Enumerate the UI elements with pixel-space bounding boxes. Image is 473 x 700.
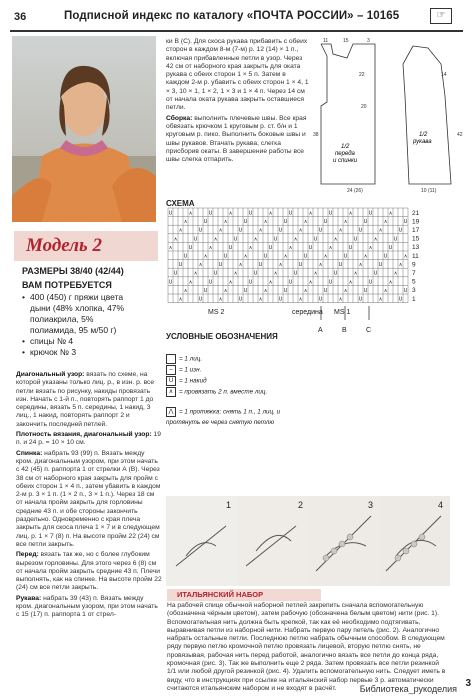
- paragraph: Рукава: набрать 39 (43) п. Вязать между кром. диагональным узором, при этом начать с 15 (17) п. раппорта 1 от стрел-: [16, 594, 158, 619]
- chart-symbol: ∧: [233, 270, 238, 277]
- chart-symbol: ∧: [388, 210, 393, 217]
- chart-symbol: ∧: [403, 253, 408, 260]
- chart-symbol: U: [188, 244, 193, 251]
- chart-symbol: ∧: [273, 270, 278, 277]
- chart-symbol: U: [378, 262, 383, 269]
- chart-symbol: U: [243, 287, 248, 294]
- chart-symbol: ∧: [303, 219, 308, 226]
- instructions-left: [16, 371, 162, 620]
- row-number: 13: [412, 244, 420, 252]
- chart-symbol: U: [203, 287, 208, 294]
- chart-symbol: U: [208, 210, 213, 217]
- chart-symbol: U: [398, 296, 403, 303]
- chart-symbol: ∧: [333, 236, 338, 243]
- chart-symbol: ∧: [173, 236, 178, 243]
- chart-symbol: U: [293, 270, 298, 277]
- chart-symbol: U: [373, 270, 378, 277]
- chart-symbol: ∧: [378, 227, 383, 234]
- body-label: 1/2 переда и спинки: [333, 144, 358, 164]
- chart-symbol: U: [208, 279, 213, 286]
- chart-symbol: ∧: [263, 219, 268, 226]
- chart-symbol: U: [218, 262, 223, 269]
- pointing-hand-icon: ☞: [430, 8, 452, 24]
- chart-symbol: ∧: [168, 244, 173, 251]
- chart-symbol: ∧: [298, 227, 303, 234]
- chart-symbol: U: [283, 287, 288, 294]
- header-rule: [10, 30, 463, 32]
- svg-text:22: 22: [359, 72, 365, 78]
- paragraph: Спинка: набрать 93 (99) п. Вязать между кром. диагональным узором, при этом начать с 42 (45) п. раппорта 1 от стрелки А (В). Через 38 см от наборного края закрыть для пройм с обеих сторон 1 × 4 п., затем убавить в каждом 2-м р. 3 × 1 п. (1 × 2 п., 3 × 1 п.). Через 18 см от начала пройм закрыть для горловины средние 43 п. и обе стороны закончить раздельно. Одновременно с края плеча закрыть для скоса плеча 1 × 7 и в следующем лиц. р. 1 × 7 (8) п. На высоте пройм 22 (24) см все петли закрыть.: [16, 449, 161, 548]
- chart-symbol: ∧: [388, 279, 393, 286]
- italian-text: На рабочей спице обычной наборной петлей закрепить сначала вспомогательную (обозначена чёрным цветом), затем рабочую (обозначена белым цветом) нити (рис. 1). Вспомогательная нить должна быть крепкой, так как её необходимо подтягивать, выравнивая петли из наборной нити. Набрать первую пару петель (рис. 2). Аналогично набрать остальные петли. Последнюю петлю набрать обычным способом. В следующем ряду первую петлю кромочной петлю провязать лицевой, вторую петлю снять, не провязывая, рабочая нить перед работой, аналогично вязать все петли до конца ряда, кромочная (рис. 3). Так же выполнить еще 2 ряда. Затем провязать все петли резинкой 1/1 или любой другой резинкой (рис. 4). Удалить вспомогательную нить. Следует иметь в виду, что в инструкциях при ссылке на итальянский набор первые 3 р. автоматически считаются итальянским набором и не входят в расчёт.: [167, 602, 446, 692]
- step-label: 3: [368, 500, 374, 510]
- materials-heading: ВАМ ПОТРЕБУЕТСЯ: [22, 280, 112, 290]
- chart-symbol: ∧: [393, 270, 398, 277]
- arrow-b: B: [342, 327, 347, 334]
- chart-symbol: U: [283, 219, 288, 226]
- chart-symbol: U: [278, 227, 283, 234]
- chart-symbol: ∧: [313, 270, 318, 277]
- legend-item: ∧ = провязать 2 п. вместе лиц.: [166, 387, 286, 407]
- chart-symbol: U: [183, 253, 188, 260]
- sleeve-piece-outline: [403, 46, 451, 184]
- row-number: 5: [412, 278, 416, 286]
- chart-symbol: ∧: [258, 227, 263, 234]
- svg-text:38: 38: [313, 132, 319, 138]
- chart-symbol: ∧: [293, 236, 298, 243]
- paragraph: Диагональный узор: вязать по схеме, на которой указаны только лиц. р., в изн. р. все петли вязать по рисунку, накиды провязать изн. Начать с 1-й п., повторять раппорт 1 до середины, вязать 5 п. середины, 1 накид, 3 лиц., 1 накид, повторять раппорт 2 и закончить последней петлей.: [16, 371, 155, 428]
- chart-symbol: U: [223, 253, 228, 260]
- chart-symbol: U: [348, 244, 353, 251]
- chart-symbol: U: [268, 244, 273, 251]
- chart-symbol: U: [368, 210, 373, 217]
- chart-symbol: U: [248, 210, 253, 217]
- model-photo: [12, 36, 156, 222]
- chart-symbol: ∧: [198, 262, 203, 269]
- legend-item: = 1 лиц.: [166, 354, 286, 365]
- svg-text:42: 42: [457, 132, 463, 138]
- chart-symbol: U: [213, 270, 218, 277]
- chart-symbol: ∧: [178, 296, 183, 303]
- chart-symbol: ∧: [208, 244, 213, 251]
- chart-symbol: U: [243, 219, 248, 226]
- chart-symbol: U: [353, 236, 358, 243]
- center-label: середина: [292, 309, 323, 316]
- chart-symbol: U: [358, 296, 363, 303]
- paragraph: ки В (С). Для скоса рукава прибавить с обеих сторон в каждом 8-м (7-м) р. 12 (14) × 1 п., включая прибавленные петли в узор. Через 42 см от наборного края закрыть для оката рукава с обеих сторон 1 × 5 п. Затем в каждом 2-м р. убавить с обеих сторон 1 × 4, 1 × 3, 10 × 1, 1 × 2, 1 × 3 и 1 × 4 п. Через 14 см от начала оката рукава закрыть оставшиеся петли.: [166, 38, 309, 112]
- chart-symbol: ∧: [368, 244, 373, 251]
- arrow-c: C: [366, 327, 372, 334]
- chart-symbol: U: [388, 244, 393, 251]
- row-number: 21: [412, 209, 420, 217]
- chart-symbol: U: [178, 262, 183, 269]
- chart-symbol: ∧: [353, 270, 358, 277]
- legend-item: U = 1 накид: [166, 376, 286, 387]
- pattern-diagram: [313, 36, 463, 196]
- row-number: 7: [412, 270, 416, 277]
- chart-symbol: U: [343, 253, 348, 260]
- watermark: Библиотека_рукоделия: [359, 684, 457, 694]
- chart-symbol: U: [368, 279, 373, 286]
- material-item: • спицы № 4: [22, 336, 142, 347]
- chart-symbol: U: [363, 287, 368, 294]
- step-label: 1: [226, 500, 232, 510]
- chart-symbol: ∧: [323, 253, 328, 260]
- page-corner-number: 3: [465, 678, 471, 689]
- svg-text:3: 3: [367, 38, 370, 44]
- chart-symbol: U: [198, 227, 203, 234]
- chart-symbol: ∧: [338, 227, 343, 234]
- chart-symbol: U: [318, 227, 323, 234]
- chart-symbol: ∧: [228, 279, 233, 286]
- chart-symbol: U: [313, 236, 318, 243]
- chart-symbol: ∧: [308, 210, 313, 217]
- legend-item: ⋀ = 1 протяжка: снять 1 п., 1 лиц. и протянуть ее через снятую петлю: [166, 408, 281, 426]
- row-number: 3: [412, 287, 416, 295]
- chart-symbol: U: [228, 244, 233, 251]
- chart-symbol: ∧: [378, 296, 383, 303]
- chart-symbol: U: [278, 296, 283, 303]
- chart-symbol: U: [403, 287, 408, 294]
- chart-symbol: ∧: [218, 296, 223, 303]
- row-number: 15: [412, 235, 420, 243]
- svg-text:20: 20: [361, 104, 367, 110]
- chart-symbol: ∧: [183, 287, 188, 294]
- step-label: 2: [298, 500, 304, 510]
- row-number: 19: [412, 218, 420, 226]
- paragraph: Плотность вязания, диагональный узор: 19 п. и 24 р. = 10 × 10 см.: [16, 431, 161, 447]
- chart-symbol: U: [168, 210, 173, 217]
- paragraph: Сборка: выполнить плечевые швы. Все края обвязать крючком 1 круговым р. ст. б/н и 1 круговым р. пико. Выполнить боковые швы и швы рукавов. Втачать рукава, слегка присборив окаты. В завершение работы все швы слегка отпарить.: [166, 114, 307, 164]
- instructions-middle: [166, 38, 310, 164]
- sleeve-label: 1/2 рукава: [413, 132, 432, 145]
- chart-symbol: U: [393, 236, 398, 243]
- svg-text:15: 15: [343, 38, 349, 44]
- chart-symbol: ∧: [248, 244, 253, 251]
- chart-symbol: ∧: [328, 244, 333, 251]
- chart-symbol: U: [258, 262, 263, 269]
- chart-symbol: U: [203, 219, 208, 226]
- chart-symbol: U: [308, 244, 313, 251]
- chart-symbol: U: [338, 262, 343, 269]
- chart-symbol: U: [323, 219, 328, 226]
- chart-symbol: ∧: [253, 236, 258, 243]
- chart-symbol: ∧: [243, 253, 248, 260]
- legend-title: УСЛОВНЫЕ ОБОЗНАЧЕНИЯ: [166, 332, 278, 341]
- chart-symbol: ∧: [223, 219, 228, 226]
- chart-symbol: U: [248, 279, 253, 286]
- chart-symbol: U: [303, 253, 308, 260]
- chart-symbol: ∧: [268, 210, 273, 217]
- chart-symbol: ∧: [263, 287, 268, 294]
- chart-symbol: ∧: [188, 210, 193, 217]
- chart-symbol: U: [383, 253, 388, 260]
- chart-symbol: ∧: [288, 244, 293, 251]
- row-number: 11: [412, 252, 419, 260]
- chart-symbol: ∧: [383, 219, 388, 226]
- page-header: [0, 0, 473, 32]
- chart-symbol: ∧: [178, 227, 183, 234]
- sizes: РАЗМЕРЫ 38/40 (42/44): [22, 266, 124, 276]
- chart-symbol: ∧: [258, 296, 263, 303]
- chart-symbol: U: [263, 253, 268, 260]
- chart-symbol: U: [328, 279, 333, 286]
- step-label: 4: [438, 500, 444, 510]
- chart-symbol: ∧: [363, 253, 368, 260]
- chart-symbol: ∧: [303, 287, 308, 294]
- chart-symbol: ∧: [283, 253, 288, 260]
- material-item: • 400 (450) г пряжи цвета дыни (48% хлопка, 47% полиакрила, 5% полиамида, 95 м/50 г): [22, 292, 142, 336]
- ms1-label: MS 1: [334, 309, 351, 316]
- chart-symbol: U: [173, 270, 178, 277]
- svg-text:10 (11): 10 (11): [421, 188, 437, 194]
- arrow-a: A: [318, 327, 323, 334]
- chart-symbol: ∧: [268, 279, 273, 286]
- chart-symbol: U: [288, 279, 293, 286]
- chart-symbol: U: [298, 262, 303, 269]
- chart-symbol: ∧: [343, 219, 348, 226]
- paragraph: Перед: вязать так же, но с более глубоким вырезом горловины. Для этого через 6 (8) см от начала пройм закрыть средние 43 п. Плечи выполнять, как на спинке. На высоте пройм 22 (24) см все петли закрыть.: [16, 551, 162, 592]
- row-number: 17: [412, 227, 420, 234]
- ms2-label: MS 2: [208, 309, 225, 316]
- page-number: 36: [14, 11, 27, 23]
- legend: [166, 354, 286, 437]
- svg-text:11: 11: [323, 38, 329, 44]
- chart-symbol: ∧: [188, 279, 193, 286]
- chart-symbol: U: [233, 236, 238, 243]
- chart-symbol: U: [363, 219, 368, 226]
- chart-symbol: ∧: [308, 279, 313, 286]
- chart-symbol: U: [193, 236, 198, 243]
- chart-symbol: U: [323, 287, 328, 294]
- chart-symbol: ∧: [203, 253, 208, 260]
- chart-symbol: U: [403, 219, 408, 226]
- model-title: Модель 2: [26, 235, 102, 256]
- italian-cast-on-photos: [166, 496, 450, 586]
- chart-symbol: ∧: [338, 296, 343, 303]
- chart-symbol: ∧: [348, 210, 353, 217]
- knitting-chart: [166, 206, 456, 334]
- chart-symbol: ∧: [373, 236, 378, 243]
- materials-list: [22, 292, 142, 358]
- material-item: • крючок № 3: [22, 347, 142, 358]
- chart-symbol: U: [328, 210, 333, 217]
- chart-symbol: ∧: [398, 262, 403, 269]
- chart-symbol: U: [238, 227, 243, 234]
- chart-symbol: ∧: [343, 287, 348, 294]
- chart-symbol: ∧: [193, 270, 198, 277]
- chart-symbol: U: [318, 296, 323, 303]
- chart-symbol: ∧: [183, 219, 188, 226]
- chart-symbol: ∧: [228, 210, 233, 217]
- chart-symbol: U: [358, 227, 363, 234]
- chart-symbol: ∧: [348, 279, 353, 286]
- chart-symbol: U: [288, 210, 293, 217]
- chart-symbol: ∧: [238, 262, 243, 269]
- model-title-box: [14, 231, 158, 261]
- chart-symbol: U: [333, 270, 338, 277]
- italian-title: ИТАЛЬЯНСКИЙ НАБОР: [167, 589, 321, 601]
- chart-symbol: ∧: [213, 236, 218, 243]
- chart-symbol: U: [198, 296, 203, 303]
- chart-symbol: U: [253, 270, 258, 277]
- chart-symbol: ∧: [298, 296, 303, 303]
- chart-symbol: ∧: [218, 227, 223, 234]
- scheme-title: СХЕМА: [166, 199, 195, 208]
- chart-symbol: ∧: [358, 262, 363, 269]
- row-number: 9: [412, 261, 416, 269]
- chart-symbol: ∧: [383, 287, 388, 294]
- svg-text:24 (26): 24 (26): [347, 188, 363, 194]
- legend-item: – = 1 изн.: [166, 365, 286, 376]
- chart-symbol: U: [398, 227, 403, 234]
- svg-text:14: 14: [441, 72, 447, 78]
- chart-symbol: ∧: [278, 262, 283, 269]
- chart-symbol: ∧: [318, 262, 323, 269]
- row-number: 1: [412, 295, 416, 303]
- chart-symbol: U: [273, 236, 278, 243]
- chart-symbol: ∧: [223, 287, 228, 294]
- subscription-title: Подписной индекс по каталогу «ПОЧТА РОССИИ» – 10165: [64, 10, 400, 22]
- chart-symbol: U: [238, 296, 243, 303]
- chart-symbol: U: [168, 279, 173, 286]
